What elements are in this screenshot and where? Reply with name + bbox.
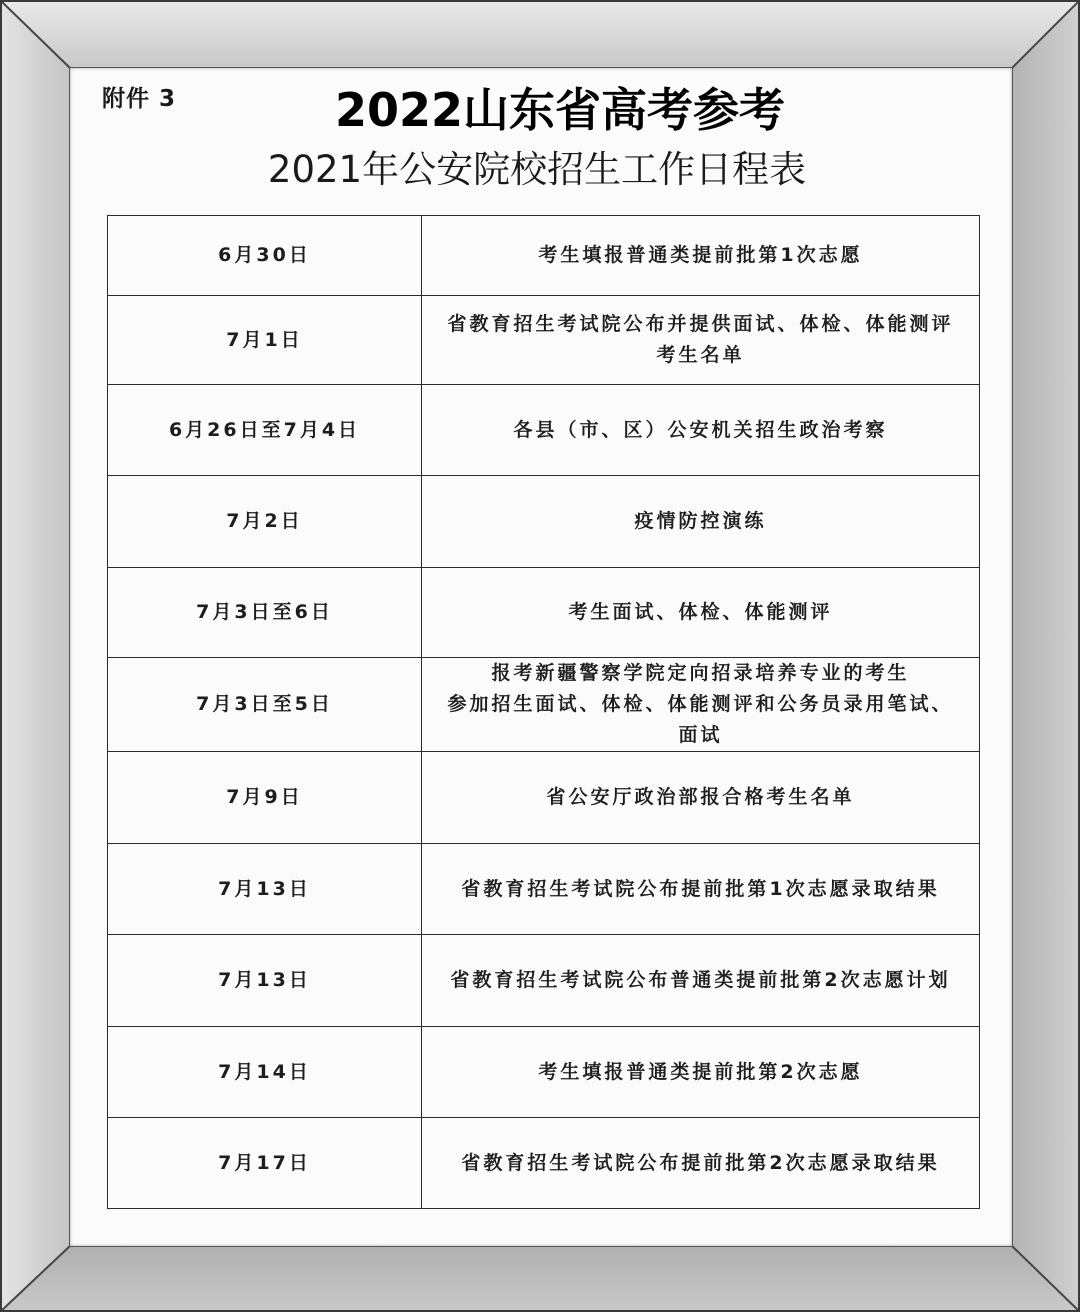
schedule-table xyxy=(107,215,980,1209)
table-row xyxy=(108,216,980,296)
table-row xyxy=(108,476,980,568)
schedule-event-text: 报考新疆警察学院定向招录培养专业的考生 xyxy=(491,662,910,684)
attachment-label: 附件 3 xyxy=(102,86,177,112)
schedule-event-cell xyxy=(422,476,980,568)
main-title: 2022山东省高考参考 xyxy=(334,83,786,137)
schedule-table-body xyxy=(108,216,980,1209)
table-row xyxy=(108,296,980,385)
schedule-event-text: 省教育招生考试院公布提前批第2次志愿录取结果 xyxy=(461,1151,940,1174)
schedule-date-cell: 7月13日 xyxy=(108,844,422,935)
schedule-event-text: 省教育招生考试院公布提前批第1次志愿录取结果 xyxy=(461,877,940,900)
schedule-date-cell: 7月1日 xyxy=(108,296,422,385)
schedule-date-cell: 7月14日 xyxy=(108,1027,422,1118)
schedule-event-text: 考生面试、体检、体能测评 xyxy=(568,601,833,623)
schedule-event-cell xyxy=(422,1118,980,1209)
schedule-date-cell: 7月9日 xyxy=(108,752,422,844)
schedule-event-text: 面试 xyxy=(678,724,723,746)
schedule-event-text: 考生填报普通类提前批第2次志愿 xyxy=(538,1060,863,1083)
sub-title: 2021年公安院校招生工作日程表 xyxy=(267,148,807,191)
schedule-date-cell: 7月3日至5日 xyxy=(108,658,422,752)
table-row xyxy=(108,385,980,476)
schedule-event-text: 省公安厅政治部报合格考生名单 xyxy=(546,786,855,808)
schedule-event-text: 省教育招生考试院公布并提供面试、体检、体能测评 xyxy=(447,313,954,335)
schedule-event-text: 考生名单 xyxy=(656,344,745,366)
schedule-event-cell xyxy=(422,658,980,752)
table-row xyxy=(108,844,980,935)
schedule-event-cell xyxy=(422,216,980,296)
schedule-event-cell xyxy=(422,1027,980,1118)
schedule-event-cell xyxy=(422,568,980,658)
table-row xyxy=(108,1118,980,1209)
schedule-date-cell: 7月13日 xyxy=(108,935,422,1027)
schedule-event-text: 参加招生面试、体检、体能测评和公务员录用笔试、 xyxy=(447,693,954,715)
schedule-date-cell: 6月26日至7月4日 xyxy=(108,385,422,476)
schedule-date-cell: 6月30日 xyxy=(108,216,422,296)
schedule-date-cell: 7月17日 xyxy=(108,1118,422,1209)
schedule-event-cell xyxy=(422,296,980,385)
schedule-date-cell: 7月2日 xyxy=(108,476,422,568)
schedule-event-cell xyxy=(422,844,980,935)
table-row xyxy=(108,1027,980,1118)
schedule-date-cell: 7月3日至6日 xyxy=(108,568,422,658)
schedule-event-text: 省教育招生考试院公布普通类提前批第2次志愿计划 xyxy=(450,969,951,991)
schedule-event-cell xyxy=(422,385,980,476)
schedule-event-text: 考生填报普通类提前批第1次志愿 xyxy=(538,244,863,266)
table-row xyxy=(108,935,980,1027)
schedule-event-text: 各县（市、区）公安机关招生政治考察 xyxy=(513,418,888,441)
schedule-event-cell xyxy=(422,935,980,1027)
table-row xyxy=(108,752,980,844)
table-row xyxy=(108,658,980,752)
schedule-event-text: 疫情防控演练 xyxy=(634,510,767,532)
schedule-event-cell xyxy=(422,752,980,844)
table-row xyxy=(108,568,980,658)
